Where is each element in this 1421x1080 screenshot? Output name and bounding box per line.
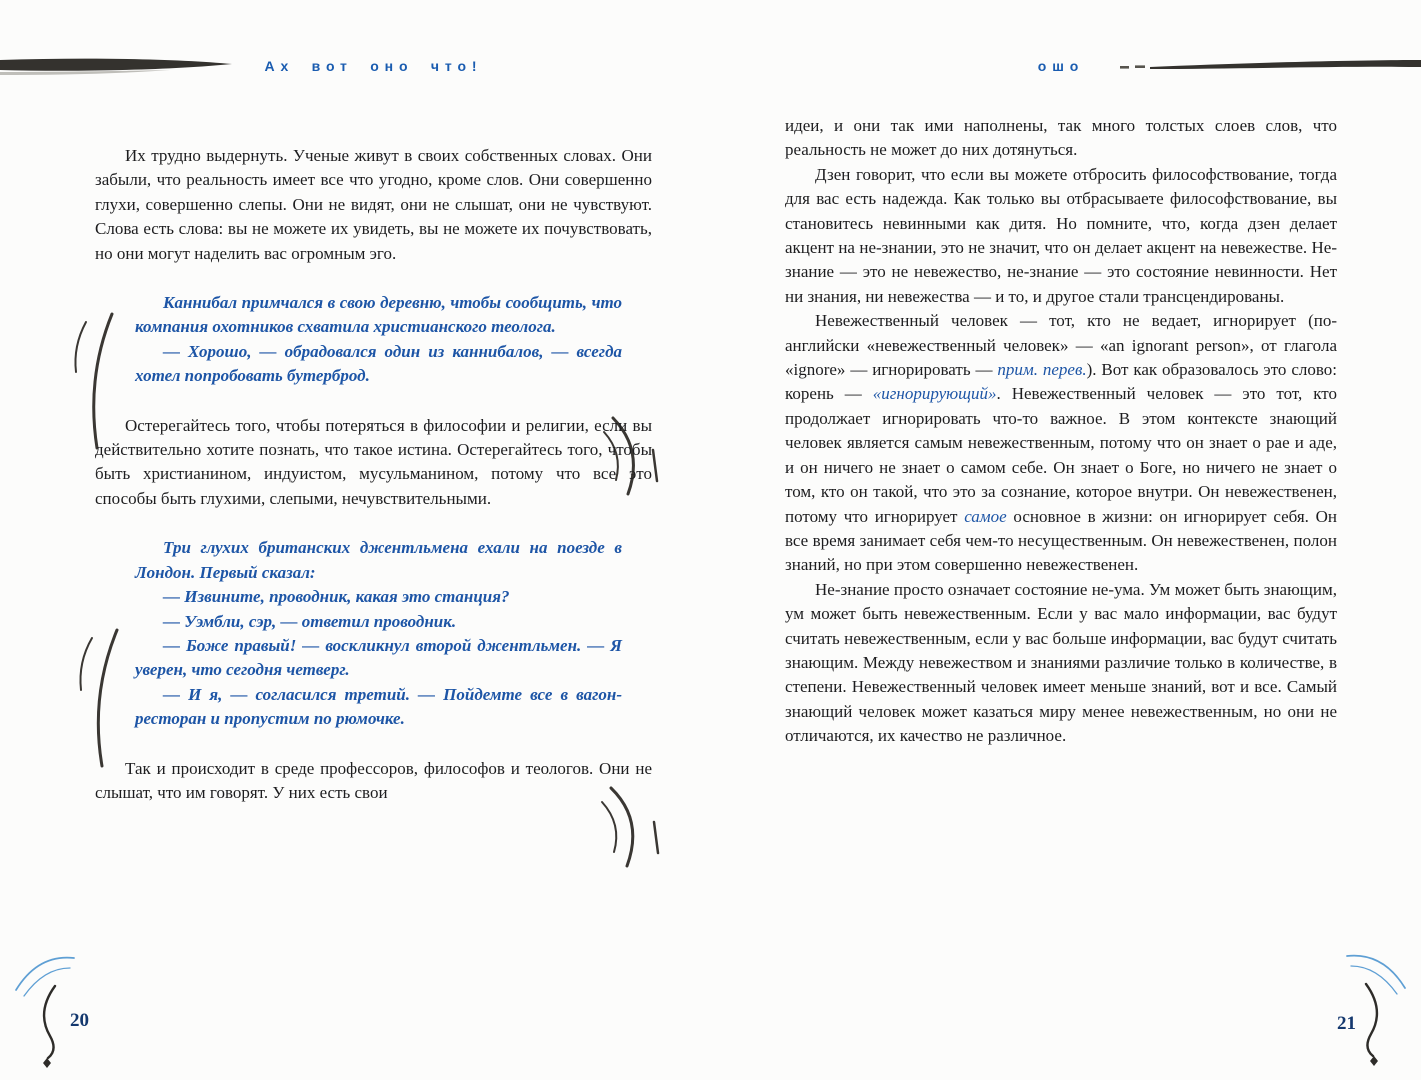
translator-note-accent: самое: [964, 506, 1007, 526]
translator-note-accent: прим. перев.: [997, 360, 1087, 380]
text-segment: ). Вот как образовалось это слово: корень —: [785, 360, 1337, 404]
body-paragraph: [785, 578, 1337, 749]
joke-quote-block: [135, 291, 622, 389]
body-paragraph: [785, 114, 1337, 163]
quote-line: — И я, — согласился третий. — Пойдемте все в вагон-ресторан и пропустим по рюмочке.: [135, 684, 622, 729]
text-segment: Дзен говорит, что если вы можете отбросить философствование, тогда для вас есть надежда. Как только вы отбрасываете философствование, вы становитесь невинными как дитя. Но помните, что, когда дзен делает акцент на не-знании, это не значит, что он делает акцент на невежестве. Не-знание — это не невежество, не-знание — это состояние невинности. Нет ни знания, ни невежества — и то, и другое стали трансцендированы.: [785, 164, 1337, 306]
right-page-text-column: [785, 114, 1337, 749]
text-segment: Так и происходит в среде профессоров, философов и теологов. Они не слышат, что им говорят. У них есть свои: [95, 758, 652, 802]
corner-ornament-bottom-left: [16, 958, 74, 1068]
text-segment: Их трудно выдернуть. Ученые живут в своих собственных словах. Они забыли, что реальность имеет все что угодно, кроме слов. Они совершенно глухи, совершенно слепы. Они не видят, они не слышат, они не чувствуют. Слова есть слова: вы не можете их увидеть, вы не можете их почувствовать, но они могут наделить вас огромным эго.: [95, 146, 652, 263]
running-head-right-page: ошо: [1037, 58, 1085, 74]
text-segment: основное в жизни: он игнорирует себя. Он все время занимает себя чем-то несущественным. Он невежественен, полон знаний, но при этом совершенно невежественен.: [785, 506, 1337, 575]
corner-ornament-bottom-right: [1347, 956, 1405, 1066]
body-paragraph: [785, 163, 1337, 309]
left-page-text-column: [95, 144, 652, 805]
quote-line: Три глухих британских джентльмена ехали на поезде в Лондон. Первый сказал:: [135, 538, 622, 582]
quote-line: Каннибал примчался в свою деревню, чтобы сообщить, что компания охотников схватила христианского теолога.: [135, 293, 622, 337]
text-segment: . Невежественный человек — это тот, кто продолжает игнорировать что-то важное. В этом контексте знающий человек является самым невежественным, потому что он знает о рае и аде, и он ничего не знает о самом себе. Он знает о Боге, но ничего не знает о том, кто он такой, что это за сознание, которое внутри. Он невежественен, потому что игнорирует: [785, 384, 1337, 526]
quote-line: — Боже правый! — воскликнул второй джентльмен. — Я уверен, что сегодня четверг.: [135, 635, 622, 680]
quote-line: — Извините, проводник, какая это станция?: [163, 587, 510, 607]
text-segment: Не-знание просто означает состояние не-ума. Ум может быть знающим, ум может быть невежественным. Если у вас мало информации, вас будут считать невежественным, если у вас больше информации, вас будут считать знающим. Между невежеством и знаниями различие только в количестве, в степени. Невежественный человек имеет меньше знаний, вот и все. Самый знающий человек может казаться миру менее невежественным, но они не отличаются, их качество не различное.: [785, 579, 1337, 746]
body-paragraph: [95, 144, 652, 266]
translator-note-accent: «игнорирующий»: [872, 384, 997, 404]
text-segment: Невежественный человек — тот, кто не ведает, игнорирует (по-английски «невежественный человек» — «an ignorant person», от глагола «ignore» — игнорировать —: [785, 311, 1337, 380]
text-segment: Остерегайтесь того, чтобы потеряться в философии и религии, если вы действительно хотите познать, что такое истина. Остерегайтесь того, чтобы быть христианином, индуистом, мусульманином, потому что все это способы быть глухими, слепыми, нечувствительными.: [95, 415, 652, 508]
text-segment: идеи, и они так ими наполнены, так много толстых слоев слов, что реальность не может до них дотянуться.: [785, 116, 1337, 160]
joke-quote-block: [135, 536, 622, 731]
quote-line: — Уэмбли, сэр, — ответил проводник.: [163, 611, 457, 631]
page-number-right: 21: [1337, 1013, 1356, 1034]
body-paragraph: [785, 309, 1337, 577]
page-number-left: 20: [70, 1010, 89, 1031]
running-head-left-page: Ах вот оно что!: [264, 58, 483, 74]
quote-line: — Хорошо, — обрадовался один из каннибалов, — всегда хотел попробовать бутерброд.: [135, 341, 622, 386]
body-paragraph: [95, 414, 652, 512]
body-paragraph: [95, 757, 652, 806]
